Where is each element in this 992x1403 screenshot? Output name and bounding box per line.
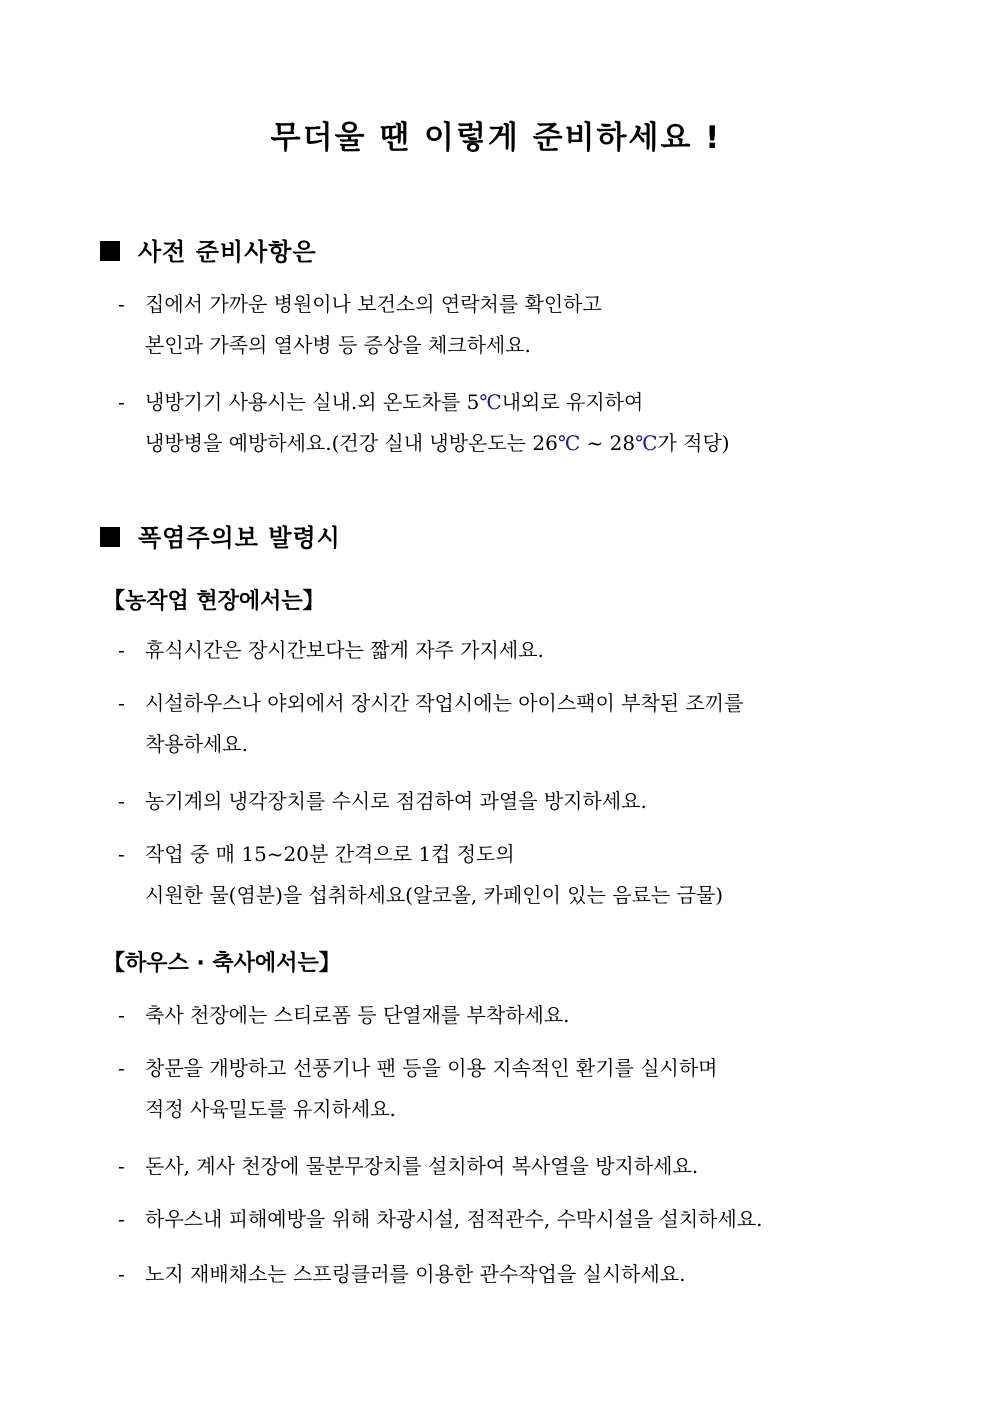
square-bullet-icon [100,527,120,547]
list-item: - 시설하우스나 야외에서 장시간 작업시에는 아이스팩이 부착된 조끼를 착용하세요. [118,691,744,756]
group-label-farm: 【농작업 현장에서는】 [103,589,325,614]
list-item: - 창문을 개방하고 선풍기나 팬 등을 이용 지속적인 환기를 실시하며 적정 사육밀도를 유지하세요. [118,1056,718,1121]
section-heading-heat-advisory: 폭염주의보 발령시 [100,518,341,553]
list-item: - 냉방기기 사용시는 실내.외 온도차를 5℃내외로 유지하여 냉방병을 예방하세요.(건강 실내 냉방온도는 26℃ ~ 28℃가 적당) [118,390,730,455]
square-bullet-icon [100,241,120,261]
list-item: - 하우스내 피해예방을 위해 차광시설, 점적관수, 수막시설을 설치하세요. [118,1207,763,1231]
list-item: - 휴식시간은 장시간보다는 짧게 자주 가지세요. [118,638,544,662]
list-item: - 노지 재배채소는 스프링클러를 이용한 관수작업을 실시하세요. [118,1262,686,1286]
list-item: - 돈사, 계사 천장에 물분무장치를 설치하여 복사열을 방지하세요. [118,1154,699,1178]
list-item: - 축사 천장에는 스티로폼 등 단열재를 부착하세요. [118,1003,570,1027]
list-item: - 집에서 가까운 병원이나 보건소의 연락처를 확인하고 본인과 가족의 열사병 등 증상을 체크하세요. [118,292,602,357]
list-item: - 작업 중 매 15~20분 간격으로 1컵 정도의 시원한 물(염분)을 섭취하세요(알코올, 카페인이 있는 음료는 금물) [118,842,724,907]
list-item: - 농기계의 냉각장치를 수시로 점검하여 과열을 방지하세요. [118,789,647,813]
page-title: 무더울 땐 이렇게 준비하세요 ! [270,120,722,156]
section-heading-preparation: 사전 준비사항은 [100,232,317,267]
group-label-house-barn: 【하우스 · 축사에서는】 [103,951,341,976]
